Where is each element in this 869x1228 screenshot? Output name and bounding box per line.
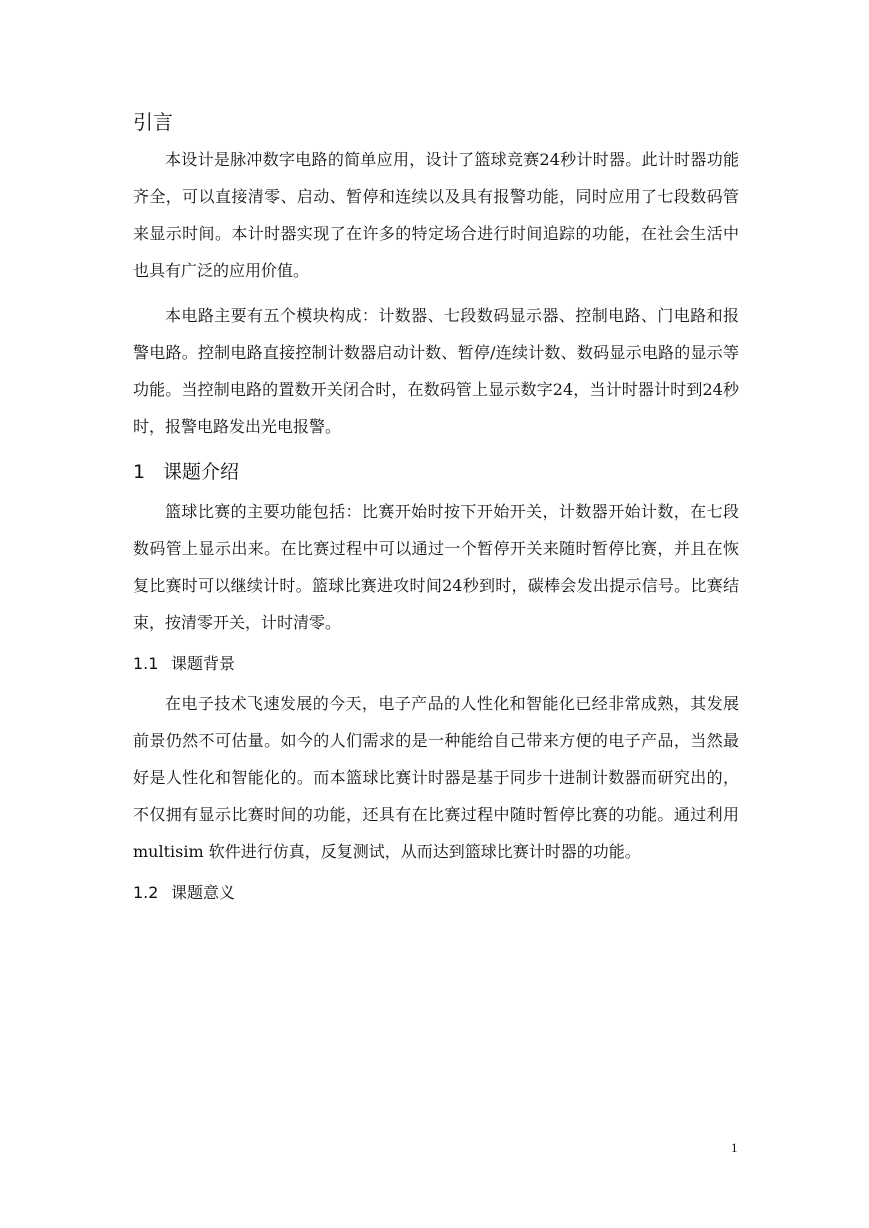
page-content (133, 107, 739, 914)
section-1-2-heading (133, 878, 739, 908)
intro-paragraph-2: 本电路主要有五个模块构成：计数器、七段数码显示器、控制电路、门电路和报警电路。控制电路直接控制计数器启动计数、暂停/连续计数、数码显示电路的显示等功能。当控制电路的置数开关闭合时，在数码管上显示数字24，当计时器计时到24秒时，报警电路发出光电报警。 (133, 306, 739, 436)
section-1-number: 1 (133, 461, 146, 483)
section-1-1-paragraph: 在电子技术飞速发展的今天，电子产品的人性化和智能化已经非常成熟，其发展前景仍然不可估量。如今的人们需求的是一种能给自己带来方便的电子产品，当然最好是人性化和智能化的。而本篮球比赛计时器是基于同步十进制计数器而研究出的，不仅拥有显示比赛时间的功能，还具有在比赛过程中随时暂停比赛的功能。通过利用 multisim 软件进行仿真，反复测试，从而达到篮球比赛计时器的功能。 (133, 694, 739, 861)
section-1-paragraph: 篮球比赛的主要功能包括：比赛开始时按下开始开关，计数器开始计数，在七段数码管上显示出来。在比赛过程中可以通过一个暂停开关来随时暂停比赛，并且在恢复比赛时可以继续计时。篮球比赛进攻时间24秒到时，碳棒会发出提示信号。比赛结束，按清零开关，计时清零。 (133, 502, 739, 632)
section-1-heading (133, 457, 739, 487)
intro-paragraph-1: 本设计是脉冲数字电路的简单应用，设计了篮球竞赛24秒计时器。此计时器功能齐全，可以直接清零、启动、暂停和连续以及具有报警功能，同时应用了七段数码管来显示时间。本计时器实现了在许多的特定场合进行时间追踪的功能，在社会生活中也具有广泛的应用价值。 (133, 150, 739, 280)
section-1-1-title: 课题背景 (171, 654, 236, 673)
section-1-1-heading (133, 649, 739, 679)
page-number: 1 (731, 1140, 738, 1155)
section-1-2-number: 1.2 (133, 883, 159, 902)
section-1-title: 课题介绍 (163, 461, 240, 483)
section-1-2-title: 课题意义 (171, 883, 236, 902)
intro-heading: 引言 (133, 110, 173, 134)
section-1-1-number: 1.1 (133, 654, 159, 673)
